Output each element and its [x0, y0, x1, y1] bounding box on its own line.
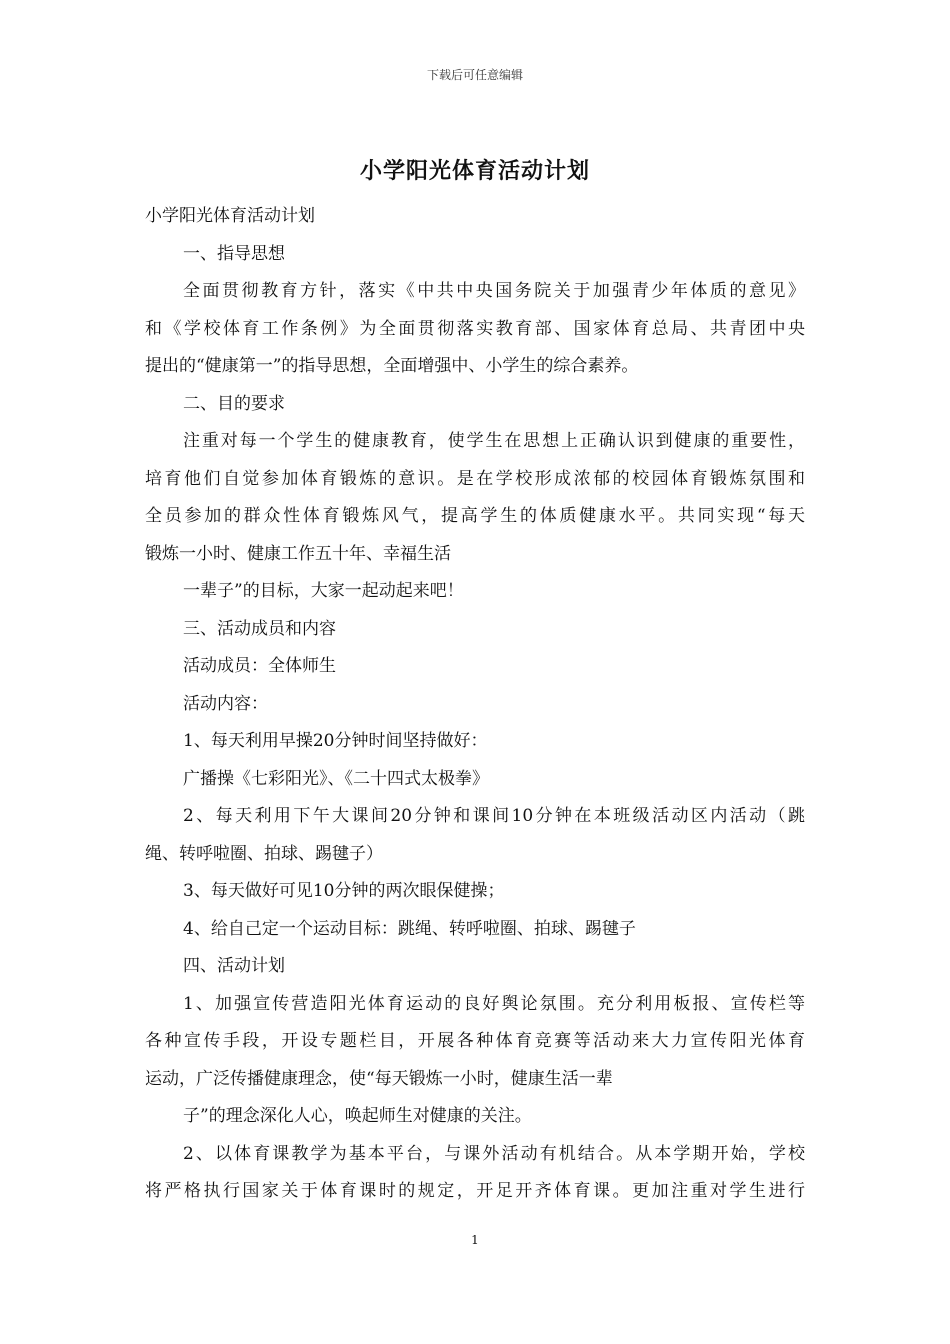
section-heading: 四、活动计划 [183, 956, 285, 976]
body-line: 活动内容： [183, 694, 268, 714]
list-item: 1、每天利用早操20分钟时间坚持做好： [183, 731, 488, 751]
list-item: 2、以体育课教学为基本平台，与课外活动有机结合。从本学期开始，学校 [183, 1144, 805, 1164]
body-line: 活动成员：全体师生 [183, 656, 336, 676]
body-line: 一辈子”的目标，大家一起动起来吧！ [183, 581, 464, 601]
body-line: 绳、转呼啦圈、拍球、踢毽子） [145, 844, 383, 864]
body-line: 培育他们自觉参加体育锻炼的意识。是在学校形成浓郁的校园体育锻炼氛围和 [145, 469, 805, 489]
body-line: 运动，广泛传播健康理念，使“每天锻炼一小时，健康生活一辈 [145, 1069, 613, 1089]
body-line: 小学阳光体育活动计划 [145, 206, 315, 226]
section-heading: 一、指导思想 [183, 244, 285, 264]
body-line: 广播操《七彩阳光》、《二十四式太极拳》 [183, 769, 489, 789]
list-item: 4、给自己定一个运动目标：跳绳、转呼啦圈、拍球、踢毽子 [183, 919, 636, 939]
list-item: 3、每天做好可见10分钟的两次眼保健操； [183, 881, 505, 901]
list-item: 2、每天利用下午大课间20分钟和课间10分钟在本班级活动区内活动（跳 [183, 806, 805, 826]
document-title: 小学阳光体育活动计划 [359, 158, 590, 184]
body-line: 锻炼一小时、健康工作五十年、幸福生活 [145, 544, 451, 564]
section-heading: 三、活动成员和内容 [183, 619, 336, 639]
body-line: 将严格执行国家关于体育课时的规定，开足开齐体育课。更加注重对学生进行 [145, 1181, 805, 1201]
body-line: 全员参加的群众性体育锻炼风气，提高学生的体质健康水平。共同实现“每天 [145, 506, 805, 526]
body-line: 和《学校体育工作条例》为全面贯彻落实教育部、国家体育总局、共青团中央 [145, 319, 805, 339]
body-line: 各种宣传手段，开设专题栏目，开展各种体育竞赛等活动来大力宣传阳光体育 [145, 1031, 805, 1051]
section-heading: 二、目的要求 [183, 394, 285, 414]
page-number: 1 [471, 1233, 479, 1247]
body-line: 提出的“健康第一”的指导思想，全面增强中、小学生的综合素养。 [145, 356, 639, 376]
header-note: 下载后可任意编辑 [426, 68, 523, 82]
body-line: 全面贯彻教育方针，落实《中共中央国务院关于加强青少年体质的意见》 [183, 281, 805, 301]
body-line: 注重对每一个学生的健康教育，使学生在思想上正确认识到健康的重要性， [183, 431, 805, 451]
body-line: 子”的理念深化人心，唤起师生对健康的关注。 [183, 1106, 532, 1126]
list-item: 1、加强宣传营造阳光体育运动的良好舆论氛围。充分利用板报、宣传栏等 [183, 994, 805, 1014]
